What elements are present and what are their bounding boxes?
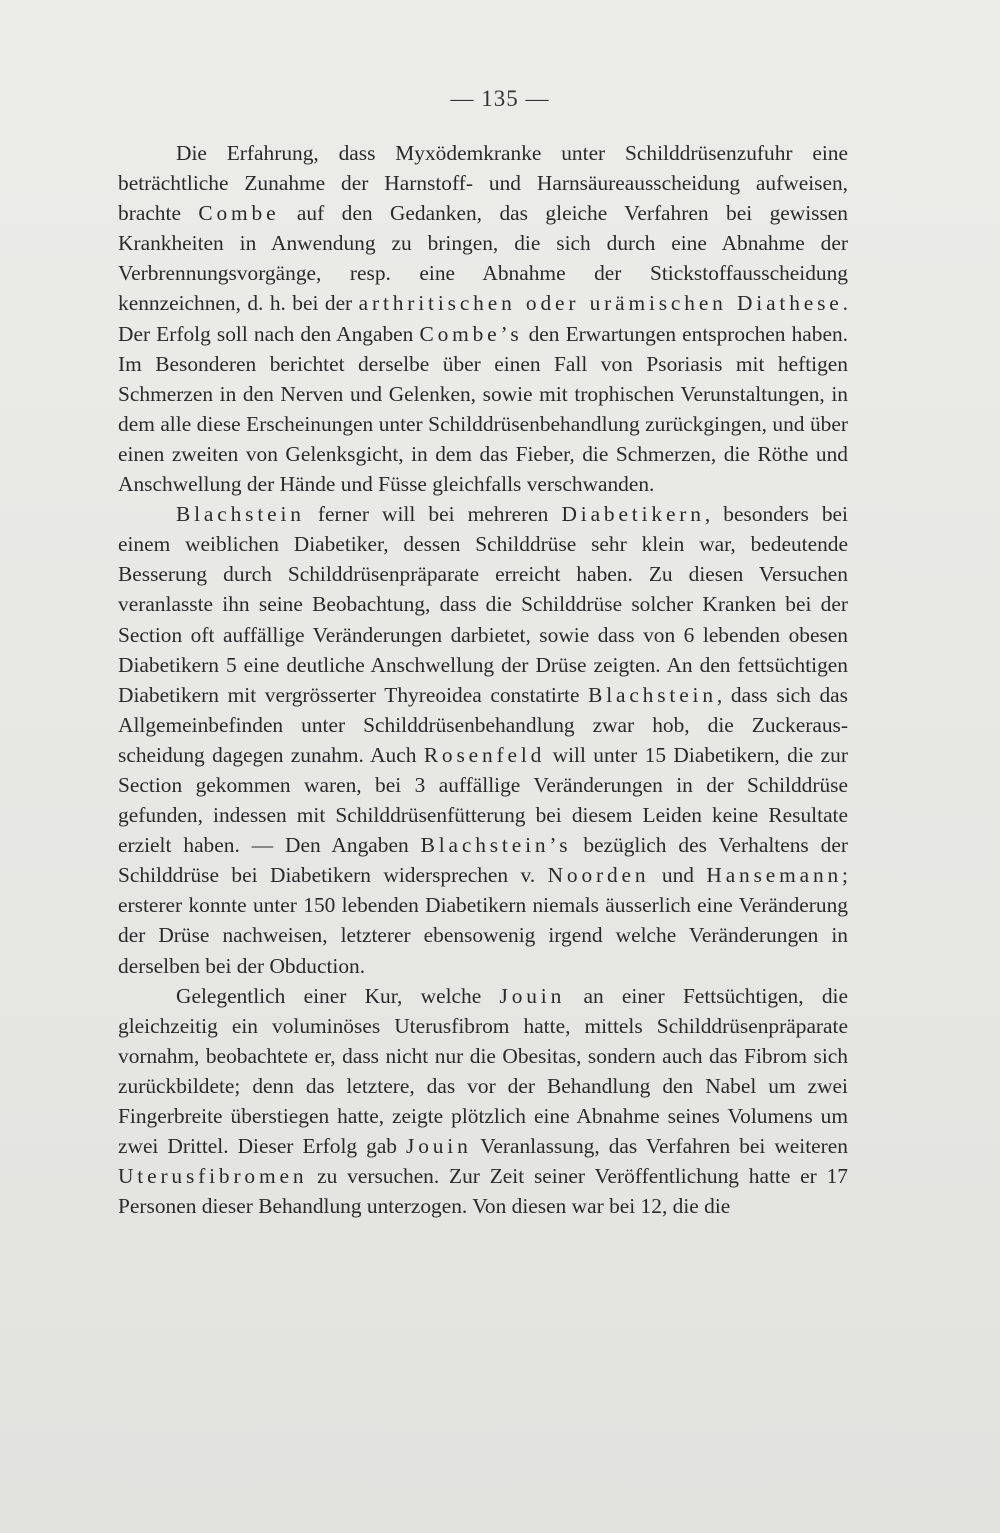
- text-run: auf den Gedanken, das gleiche Verfahren bei gewissen Krankheiten in Anwendung zu bringen, die sich durch eine Abnahme der Verbrennungsvorgänge, resp. eine Abnahme der Stickstoffausscheidung kennzeichnen, d. h. bei der: [118, 201, 848, 316]
- spaced-emphasis: Hansemann: [706, 863, 843, 888]
- text-run: und: [649, 863, 707, 888]
- text-run: , dass sich das Allgemeinbefinden unter Schilddrüsenbehandlung zwar hob, die Zuckerausscheidung dagegen zunahm. Auch: [118, 682, 848, 767]
- body-text: [118, 138, 848, 1221]
- page-number: — 135 —: [450, 86, 550, 111]
- text-run: . Der Erfolg soll nach den Angaben: [118, 291, 849, 346]
- text-run: will unter 15 Diabetikern, die zur Section gekommen waren, bei 3 auffällige Veränderungen in der Schilddrüse gefunden, indessen mit Schilddrüsenfütterung bei diesem Leiden keine Resultate erzielt haben. — Den Angaben: [118, 742, 848, 858]
- text-run: den Erwartungen entsprochen haben. Im Besonderen berichtet derselbe über einen Fall von Psoriasis mit heftigen Schmerzen in den Nerven und Gelenken, sowie mit trophischen Verunstaltungen, in dem alle diese Erscheinungen unter Schilddrüsenbehandlung zurückgingen, und über einen zweiten von Gelenksgicht, in dem das Fieber, die Schmerzen, die Röthe und Anschwellung der Hände und Füsse gleichfalls verschwanden.: [118, 321, 848, 497]
- text-run: , besonders bei einem weiblichen Diabetiker, dessen Schilddrüse sehr klein war, bedeutende Besserung durch Schilddrüsenpräparate erreicht haben. Zu diesen Versuchen veranlasste ihn seine Beobachtung, dass die Schilddrüse solcher Kranken bei der Section oft auffällige Veränderungen darbietet, sowie dass von 6 lebenden obesen Diabetikern 5 eine deutliche Anschwellung der Drüse zeigten. An den fettsüchtigen Diabetikern mit vergrösserter Thyreoidea constatirte: [118, 502, 848, 707]
- text-run: Veranlassung, das Verfahren bei weiteren: [471, 1134, 848, 1159]
- text-run: an einer Fettsüchtigen, die gleichzeitig ein voluminöses Uterusfibrom hatte, mittels Schilddrüsenpräparate vornahm, beobachtete er, dass nicht nur die Obesitas, sondern auch das Fibrom sich zurückbildete; denn das letztere, das vor der Behandlung den Nabel um zwei Fingerbreite überstiegen hatte, zeigte plötzlich eine Abnahme seines Volumens um zwei Drittel. Dieser Erfolg gab: [118, 983, 848, 1159]
- paragraph-3: [118, 981, 848, 1222]
- spaced-emphasis: Jouin: [406, 1134, 472, 1159]
- spaced-emphasis: Diabetikern: [561, 502, 705, 527]
- text-run: Die Erfahrung, dass Myxödemkranke unter Schilddrüsenzufuhr eine beträchtliche Zunahme der Harnstoff- und Harnsäureausscheidung aufweisen, brachte: [118, 141, 848, 226]
- spaced-emphasis: Noorden: [547, 863, 650, 888]
- spaced-emphasis: Blachstein: [588, 682, 717, 707]
- spaced-emphasis: Rosenfeld: [423, 742, 546, 767]
- text-run: Gelegentlich einer Kur, welche: [176, 983, 500, 1008]
- paragraph-2: [118, 499, 848, 981]
- spaced-emphasis: Blachstein’s: [420, 833, 572, 858]
- spaced-emphasis: Combe’s: [419, 321, 523, 346]
- text-run: ferner will bei mehreren: [304, 502, 562, 527]
- spaced-emphasis: Uterusfibromen: [118, 1164, 308, 1189]
- text-run: bezüglich des Verhaltens der Schilddrüse bei Diabetikern widersprechen v.: [118, 833, 848, 888]
- spaced-emphasis: Blachstein: [176, 502, 305, 527]
- text-run: ; ersterer konnte unter 150 lebenden Diabetikern niemals äusserlich eine Veränderung der Drüse nachweisen, letzterer ebensowenig irgend welche Veränderungen in derselben bei der Obduction.: [118, 863, 848, 978]
- paragraph-1: [118, 138, 848, 499]
- text-run: zu versuchen. Zur Zeit seiner Veröffentlichung hatte er 17 Personen dieser Behandlung unterzogen. Von diesen war bei 12, die die: [118, 1164, 848, 1219]
- spaced-emphasis: Combe: [198, 201, 280, 226]
- spaced-emphasis: arthritischen oder urämischen Diathese: [358, 291, 843, 316]
- spaced-emphasis: Jouin: [499, 983, 566, 1008]
